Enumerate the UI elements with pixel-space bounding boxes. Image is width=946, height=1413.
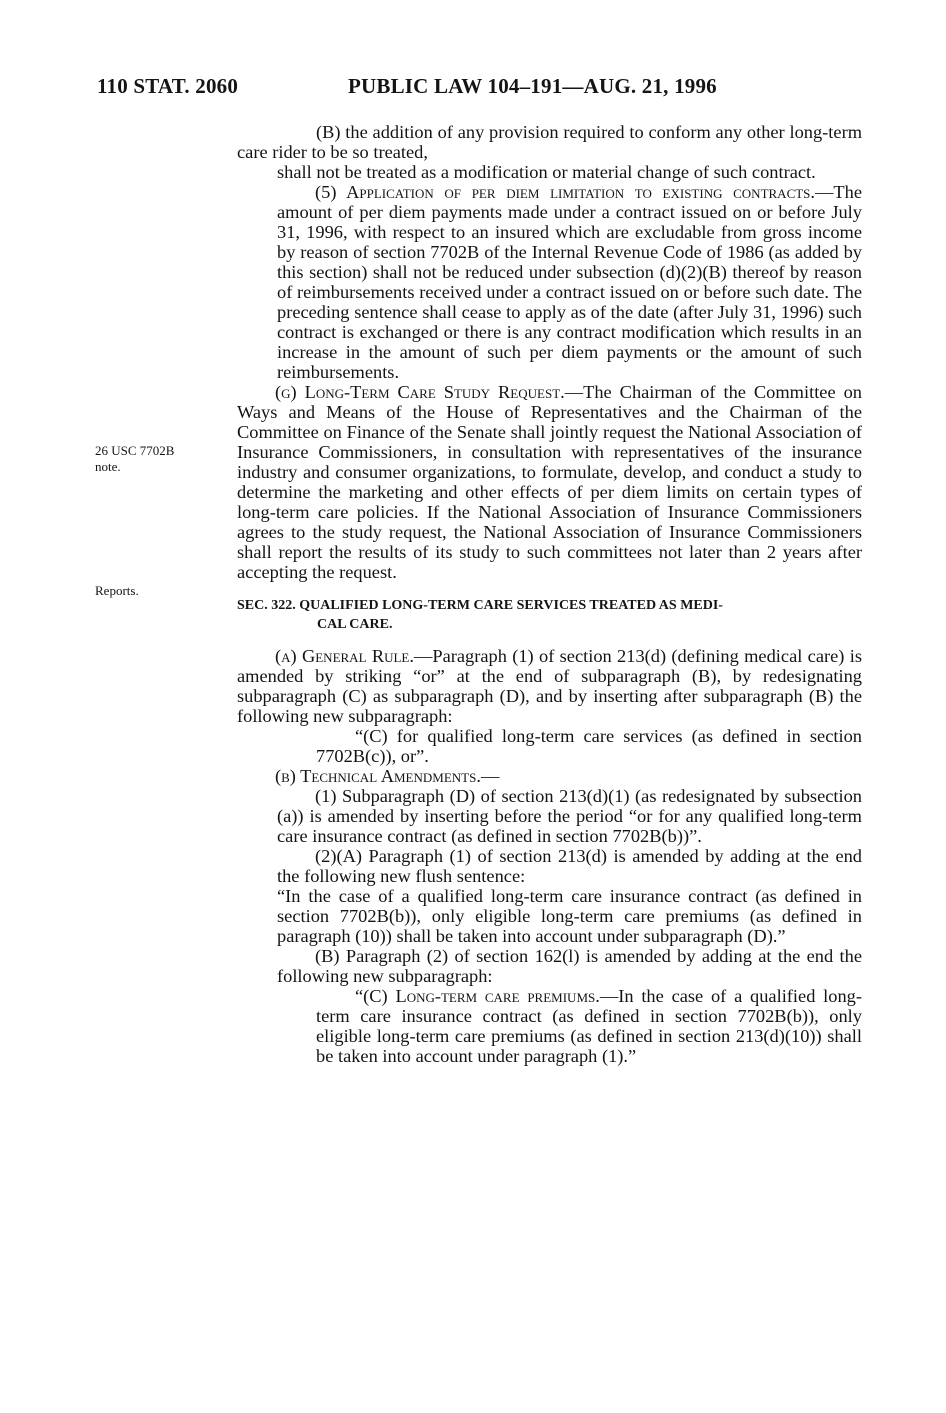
statute-page-number: 110 STAT. 2060 xyxy=(97,74,239,98)
paragraph-shall-not: shall not be treated as a modification or material change of such contract. xyxy=(277,162,816,182)
section-heading xyxy=(237,596,862,634)
margin-note-reports: Reports. xyxy=(95,583,139,598)
subsection-g-heading: (g) Long-Term Care Study Request. xyxy=(275,382,565,402)
quoted-subparagraph-c2 xyxy=(237,986,862,1066)
paragraph-b1: (1) Subparagraph (D) of section 213(d)(1) (as redesignated by subsection (a)) is amended by inserting before the period “or for any qualified long-term care insurance contract (as defined in section 7702B(b))”. xyxy=(277,786,862,846)
paragraph-b-item: (B) the addition of any provision required to conform any other long-term care rider to be so treated, xyxy=(237,122,862,162)
quoted-c2-heading: “(C) Long-term care premiums. xyxy=(355,986,600,1006)
section-heading-line2: CAL CARE. xyxy=(317,617,393,632)
flush-sentence: “In the case of a qualified long-term care insurance contract (as defined in section 7702B(b)), only eligible long-term care premiums (as defined in paragraph (10)) shall be taken into account under subparagraph (D).” xyxy=(277,886,862,946)
margin-note-usc: 26 USC 7702B note. xyxy=(95,443,175,474)
paragraph-5-heading: (5) Application of per diem limitation to existing contracts. xyxy=(315,182,816,202)
paragraph-b2b: (B) Paragraph (2) of section 162(l) is amended by adding at the end the following new subparagraph: xyxy=(277,946,862,986)
quoted-subparagraph-c: “(C) for qualified long-term care services (as defined in section 7702B(c)), or”. xyxy=(316,726,862,766)
subsection-b-heading: (b) Technical Amendments. xyxy=(275,766,481,786)
subsection-g xyxy=(237,382,862,582)
subsection-a-heading: (a) General Rule. xyxy=(275,646,414,666)
paragraph-b2a: (2)(A) Paragraph (1) of section 213(d) is amended by adding at the end the following new flush sentence: xyxy=(277,846,862,886)
paragraph-5 xyxy=(237,182,862,382)
body-text xyxy=(237,122,862,1066)
quoted-c2-text: —In the case of a qualified long-term care insurance contract (as defined in section 7702B(b)), only eligible long-term care premiums (as defined in section 213(d)(10)) shall be taken into account under paragraph (1).” xyxy=(316,986,862,1066)
subsection-g-text: —The Chairman of the Committee on Ways and Means of the House of Representatives and the Chairman of the Committee on Finance of the Senate shall jointly request the National Association of Insurance Commissioners, in consultation with representatives of the insurance industry and consumer organizations, to formulate, develop, and conduct a study to determine the marketing and other effects of per diem limits on certain types of long-term care policies. If the National Association of Insurance Commissioners agrees to the study request, the National Association of Insurance Commissioners shall report the results of its study to such committees not later than 2 years after accepting the request. xyxy=(237,382,862,582)
running-head: PUBLIC LAW 104–191—AUG. 21, 1996 xyxy=(348,74,717,98)
subsection-a-text: —Paragraph (1) of section 213(d) (defining medical care) is amended by striking “or” at the end of subparagraph (B), by redesignating subparagraph (C) as subparagraph (D), and by inserting after subparagraph (B) the following new subparagraph: xyxy=(237,646,862,726)
page-header xyxy=(97,74,860,98)
section-heading-line1: SEC. 322. QUALIFIED LONG-TERM CARE SERVICES TREATED AS MEDI- xyxy=(237,598,723,613)
subsection-b xyxy=(237,766,862,786)
paragraph-5-text: —The amount of per diem payments made under a contract issued on or before July 31, 1996, with respect to an insured which are excludable from gross income by reason of section 7702B of the Internal Revenue Code of 1986 (as added by this section) shall not be reduced under subsection (d)(2)(B) thereof by reason of reimbursements received under a contract issued on or before such date. The preceding sentence shall cease to apply as of the date (after July 31, 1996) such contract is exchanged or there is any contract modification which results in an increase in the amount of such per diem payments or the amount of such reimbursements. xyxy=(277,182,862,382)
subsection-b-dash: — xyxy=(480,766,500,786)
subsection-a xyxy=(237,646,862,726)
